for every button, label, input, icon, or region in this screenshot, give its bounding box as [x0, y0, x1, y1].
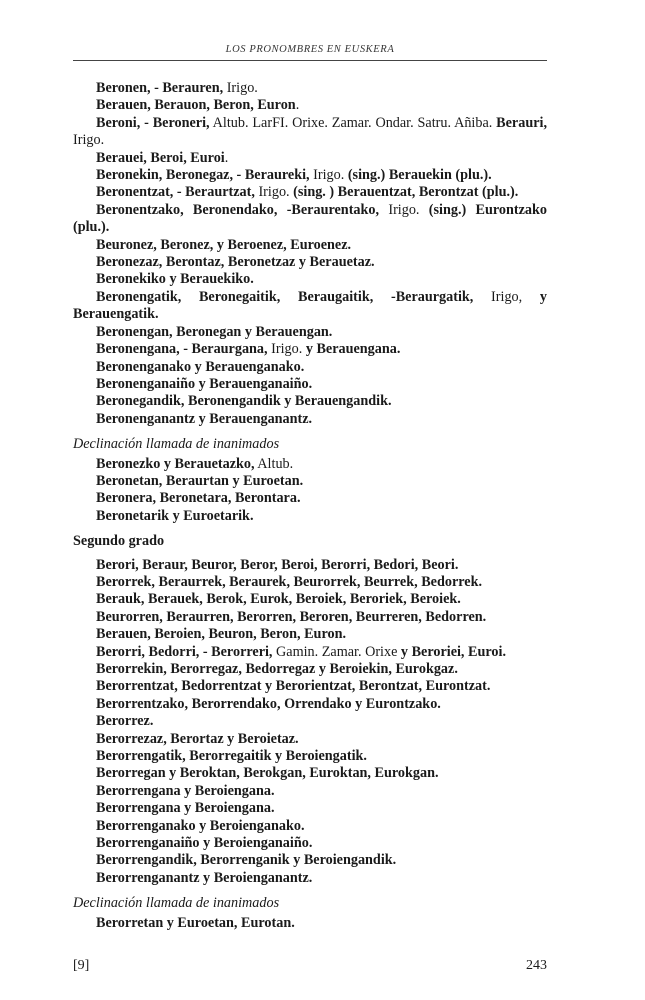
page-number: 243	[526, 958, 547, 973]
pronoun-form: Berorrezaz, Berortaz y Beroietaz.	[96, 730, 299, 747]
source-note: Irigo.	[379, 201, 429, 218]
pronoun-form: Berori, Beraur, Beuror, Beror, Beroi, Berorri, Bedori, Beori.	[96, 556, 459, 573]
entry-line	[73, 97, 547, 114]
entry-line	[73, 713, 547, 730]
entry-line	[73, 644, 547, 661]
entry-line	[73, 490, 547, 507]
pronoun-form: y Beroriei, Euroi.	[400, 643, 507, 660]
pronoun-form: Beronezaz, Berontaz, Beronetzaz y Berauetaz.	[96, 254, 375, 271]
pronoun-form: Berauei, Beroi, Euroi	[96, 149, 225, 166]
header-rule	[73, 60, 547, 61]
entry-line	[73, 254, 547, 271]
entry-line	[73, 765, 547, 782]
pronoun-form: Beroni, - Beroneri,	[96, 114, 210, 131]
pronoun-form: Berorrenganako y Beroienganako.	[96, 817, 305, 834]
pronoun-form: Beronengana, - Beraurgana,	[96, 341, 268, 358]
pronoun-form: Beurorren, Beraurren, Berorren, Beroren, Beurreren, Bedorren.	[96, 608, 487, 625]
entry-line	[73, 574, 547, 591]
pronoun-form: Berorregan y Beroktan, Berokgan, Euroktan, Eurokgan.	[96, 765, 439, 782]
pronoun-form: (sing.) Eurontzako (plu.).	[73, 201, 547, 236]
pronoun-form: Berorrez.	[96, 713, 154, 730]
entry-line	[73, 376, 547, 393]
pronoun-form: Berorrek, Beraurrek, Beraurek, Beurorrek, Beurrek, Bedorrek.	[96, 573, 483, 590]
source-note: .	[295, 97, 300, 114]
pronoun-form: Beronegandik, Beronengandik y Berauengandik.	[96, 393, 392, 410]
pronoun-form: Berorrenganantz y Beroienganantz.	[96, 869, 313, 886]
entry-line	[73, 167, 547, 184]
source-note: Irigo.	[267, 341, 306, 358]
entry-line	[73, 557, 547, 574]
source-note: .	[224, 149, 229, 166]
entry-line	[73, 731, 547, 748]
source-note: Irigo,	[473, 288, 540, 305]
pronoun-form: Berauen, Beroien, Beuron, Beron, Euron.	[96, 626, 347, 643]
heading-segundo-grado: Segundo grado	[73, 533, 165, 550]
entry-line	[73, 341, 547, 358]
entry-line	[73, 835, 547, 852]
pronoun-form: Beronekiko y Berauekiko.	[96, 271, 254, 288]
source-note: Irigo.	[309, 167, 348, 184]
pronoun-form: Berorrentzat, Bedorrentzat y Berorientzat, Berontzat, Eurontzat.	[96, 678, 491, 695]
pronoun-form: Beronengan, Beronegan y Berauengan.	[96, 323, 333, 340]
entry-line	[73, 591, 547, 608]
entry-line	[73, 626, 547, 643]
pronoun-form: Beronentzat, - Beraurtzat,	[96, 184, 255, 201]
pronoun-form: Beronenganantz y Berauenganantz.	[96, 410, 313, 427]
entry-line	[73, 818, 547, 835]
entry-line	[73, 80, 547, 97]
entry-line	[73, 852, 547, 869]
entry-line	[73, 184, 547, 201]
entry-line	[73, 237, 547, 254]
entry-line	[73, 456, 547, 473]
pronoun-form: Beronenganaiño y Berauenganaiño.	[96, 375, 313, 392]
entry-line	[73, 508, 547, 525]
entry-line	[73, 324, 547, 341]
source-note: Altub.	[254, 455, 294, 472]
section-primer-grado-entries	[73, 80, 547, 428]
pronoun-form: y Berauengana.	[305, 341, 401, 358]
pronoun-form: Beronen, - Berauren,	[96, 80, 224, 96]
heading-inanimados-2: Declinación llamada de inanimados	[73, 895, 280, 912]
pronoun-form: y Berauengatik.	[73, 288, 547, 323]
entry-line	[73, 783, 547, 800]
entry-line	[73, 202, 547, 237]
entry-line	[73, 411, 547, 428]
section-inanimados-2-entries	[73, 915, 547, 932]
pronoun-form: (sing.) Berauekin (plu.).	[347, 167, 492, 184]
section-inanimados-1-entries	[73, 456, 547, 526]
entry-line	[73, 609, 547, 626]
source-note: Irigo.	[254, 184, 294, 201]
page-content	[73, 80, 547, 932]
pronoun-form: Berorrengana y Beroiengana.	[96, 800, 275, 817]
pronoun-form: Beronentzako, Beronendako, -Beraurentako,	[96, 201, 380, 218]
pronoun-form: Beuronez, Beronez, y Beroenez, Euroenez.	[96, 236, 352, 253]
entry-line	[73, 696, 547, 713]
section-segundo-grado-entries	[73, 557, 547, 888]
entry-line	[73, 748, 547, 765]
pronoun-form: Berorrengatik, Berorregaitik y Beroiengatik.	[96, 748, 367, 765]
entry-line	[73, 359, 547, 376]
pronoun-form: Beronenganako y Berauenganako.	[96, 358, 305, 375]
entry-line	[73, 800, 547, 817]
pronoun-form: Berorrentzako, Berorrendako, Orrendako y Eurontzako.	[96, 695, 441, 712]
running-head: LOS PRONOMBRES EN EUSKERA	[225, 44, 395, 55]
pronoun-form: Berauri,	[496, 114, 547, 131]
heading-inanimados-1: Declinación llamada de inanimados	[73, 436, 280, 453]
pronoun-form: Berorrenganaiño y Beroienganaiño.	[96, 835, 313, 852]
entry-line	[73, 661, 547, 678]
source-note: Irigo.	[73, 132, 105, 149]
pronoun-form: Berorrengandik, Berorrenganik y Beroiengandik.	[96, 852, 397, 869]
source-note: Altub. LarFI. Orixe. Zamar. Ondar. Satru. Añiba.	[209, 114, 497, 131]
entry-line	[73, 393, 547, 410]
pronoun-form: Berorrengana y Beroiengana.	[96, 782, 275, 799]
pronoun-form: Berorrekin, Berorregaz, Bedorregaz y Beroiekin, Eurokgaz.	[96, 661, 458, 677]
pronoun-form: Beronetarik y Euroetarik.	[96, 507, 254, 524]
pronoun-form: Berauen, Berauon, Beron, Euron	[96, 97, 296, 114]
entry-line	[73, 870, 547, 887]
entry-line	[73, 271, 547, 288]
pronoun-form: Beronengatik, Beronegaitik, Beraugaitik, -Beraurgatik,	[96, 288, 474, 305]
pronoun-form: Berauk, Berauek, Berok, Eurok, Beroiek, Beroriek, Beroiek.	[96, 591, 461, 608]
pronoun-form: (sing. ) Berauentzat, Berontzat (plu.).	[293, 184, 519, 201]
pronoun-form: Beronekin, Beronegaz, - Beraureki,	[96, 167, 310, 184]
source-note: Irigo.	[223, 80, 258, 96]
pronoun-form: Beronera, Beronetara, Berontara.	[96, 490, 301, 507]
entry-line	[73, 289, 547, 324]
footer-note-number: [9]	[73, 958, 90, 973]
pronoun-form: Beronetan, Beraurtan y Euroetan.	[96, 472, 304, 489]
entry-line	[73, 115, 547, 150]
entry-line	[73, 678, 547, 695]
entry-line	[73, 473, 547, 490]
pronoun-form: Berorri, Bedorri, - Berorreri,	[96, 643, 273, 660]
entry-line	[73, 915, 547, 932]
source-note: Gamin. Zamar. Orixe	[272, 643, 401, 660]
pronoun-form: Berorretan y Euroetan, Eurotan.	[96, 914, 295, 931]
pronoun-form: Beronezko y Berauetazko,	[96, 455, 255, 472]
entry-line	[73, 150, 547, 167]
